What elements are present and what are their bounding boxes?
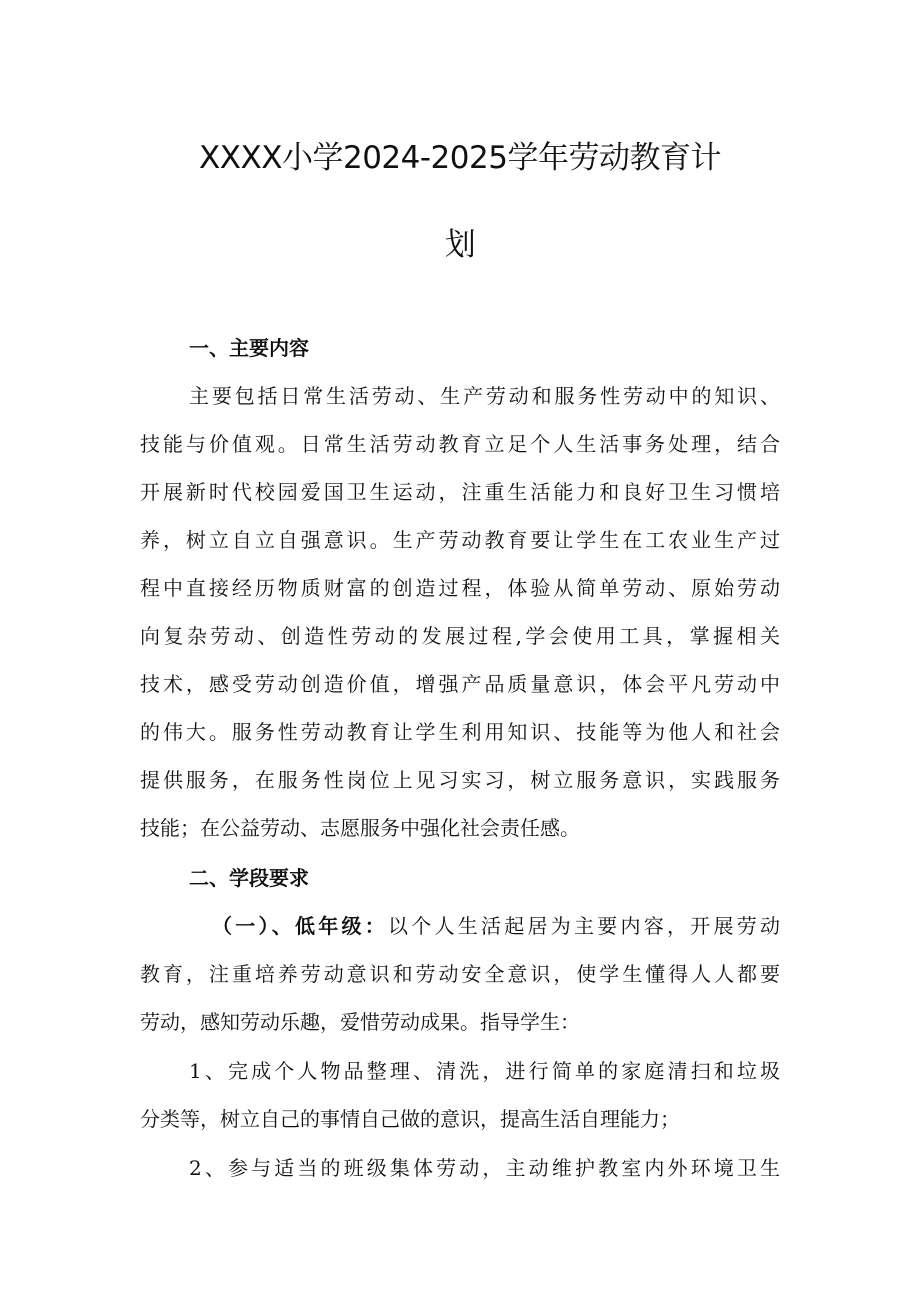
paragraph-line: 的伟大。服务性劳动教育让学生利用知识、技能等为他人和社会 [140, 720, 780, 744]
paragraph-line: 向复杂劳动、创造性劳动的发展过程,学会使用工具，掌握相关 [140, 624, 780, 648]
paragraph-line: 养，树立自立自强意识。生产劳动教育要让学生在工农业生产过 [140, 528, 780, 552]
list-item-1-line: 分类等，树立自己的事情自己做的意识，提高生活自理能力； [140, 1107, 680, 1131]
section-heading-main-content: 一、主要内容 [189, 336, 309, 360]
paragraph-line: 教育，注重培养劳动意识和劳动安全意识，使学生懂得人人都要 [140, 962, 780, 986]
paragraph-line: 技能；在公益劳动、志愿服务中强化社会责任感。 [140, 816, 580, 840]
section-heading-stage-requirements: 二、学段要求 [189, 866, 309, 890]
list-item-2-line: 2、参与适当的班级集体劳动，主动维护教室内外环境卫生 [189, 1156, 780, 1180]
paragraph-line: 提供服务，在服务性岗位上见习实习，树立服务意识，实践服务 [140, 768, 780, 792]
document-title-line-2: 划 [444, 227, 476, 263]
subsection-lower-grade-line [212, 902, 780, 950]
paragraph-line: 劳动，感知劳动乐趣，爱惜劳动成果。指导学生： [140, 1010, 580, 1034]
paragraph-line: 技能与价值观。日常生活劳动教育立足个人生活事务处理，结合 [140, 432, 780, 456]
subsection-lead-lower-grade: （一）、低年级： [212, 914, 388, 938]
paragraph-line: 主要包括日常生活劳动、生产劳动和服务性劳动中的知识、 [189, 384, 780, 408]
document-title-line-1: XXXX小学2024-2025学年劳动教育计 [199, 140, 721, 176]
paragraph-line: 开展新时代校园爱国卫生运动，注重生活能力和良好卫生习惯培 [140, 480, 780, 504]
subsection-lead-text: 以个人生活起居为主要内容，开展劳动 [388, 914, 780, 938]
list-item-1-line: 1、完成个人物品整理、清洗，进行简单的家庭清扫和垃圾 [189, 1059, 780, 1083]
paragraph-line: 技术，感受劳动创造价值，增强产品质量意识，体会平凡劳动中 [140, 672, 780, 696]
paragraph-line: 程中直接经历物质财富的创造过程，体验从简单劳动、原始劳动 [140, 576, 780, 600]
